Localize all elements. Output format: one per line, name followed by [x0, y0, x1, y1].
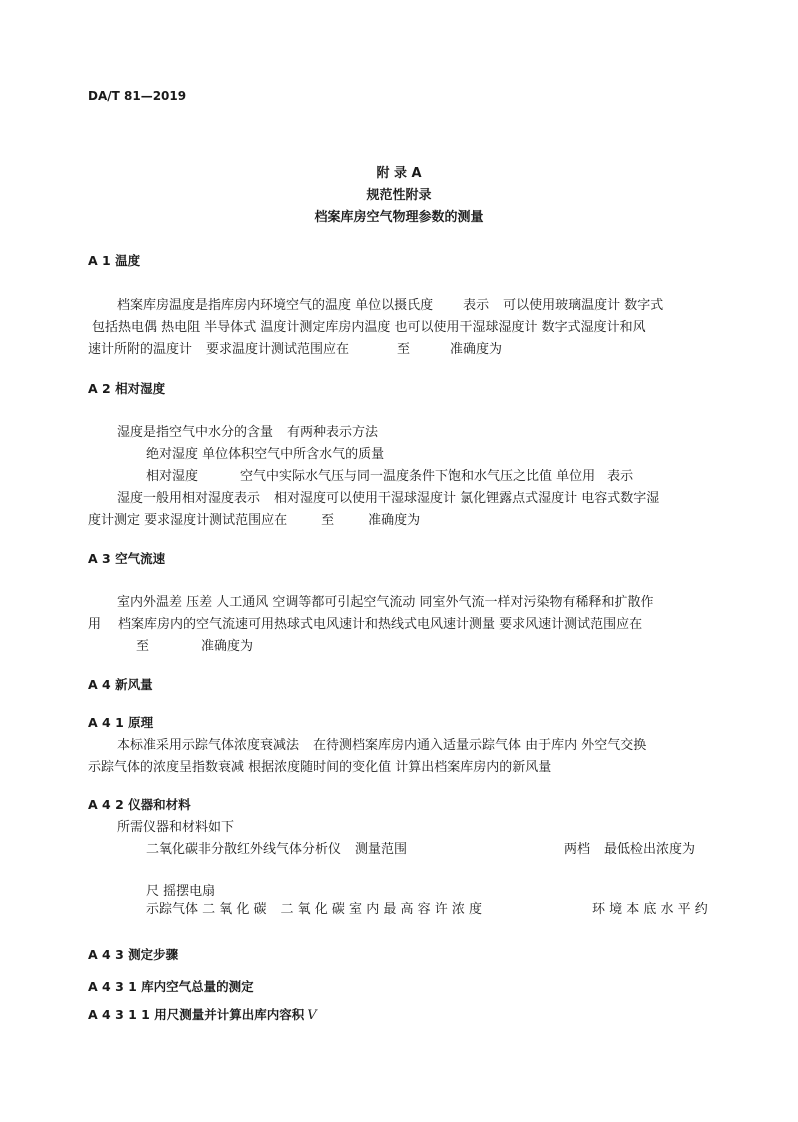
a2-text-4a: 湿度一般用相对湿度表示 [117, 491, 261, 506]
a1-line-3 [88, 338, 502, 357]
a41-text-1a: 本标准采用示踪气体浓度衰减法 [117, 738, 300, 753]
document-code: DA/T 81—2019 [88, 89, 187, 103]
a3-text-2b: 档案库房内的空气流速可用热球式电风速计和热线式电风速计测量 要求风速计测试范围应在 [118, 617, 643, 632]
appendix-title: 附 录 A [376, 166, 422, 181]
section-a41-heading: A 4 1 原理 [88, 715, 154, 730]
a2-text-3c: 表示 [607, 469, 634, 484]
a3-line-2 [88, 613, 642, 632]
section-a3-heading: A 3 空气流速 [88, 551, 166, 566]
a2-line-4 [117, 487, 659, 506]
a2-line-1 [117, 421, 378, 440]
section-a431-heading: A 4 3 1 库内空气总量的测定 [88, 979, 254, 994]
a42-line-1: 所需仪器和材料如下 [117, 820, 235, 835]
a1-text-1c: 可以使用玻璃温度计 数字式 [503, 298, 664, 313]
a2-text-4b: 相对湿度可以使用干湿球湿度计 氯化锂露点式湿度计 电容式数字湿 [274, 491, 660, 506]
a2-line-3 [146, 465, 633, 484]
a2-text-5c: 准确度为 [368, 513, 421, 528]
a1-text-3c: 至 [397, 342, 411, 357]
a1-text-1b: 表示 [463, 298, 490, 313]
a42-text-2b: 测量范围 [355, 842, 408, 857]
appendix-type: 规范性附录 [366, 188, 432, 203]
a41-line-2: 示踪气体的浓度呈指数衰减 根据浓度随时间的变化值 计算出档案库房内的新风量 [88, 760, 552, 775]
section-a4-heading: A 4 新风量 [88, 677, 153, 692]
a4311-variable: V [307, 1008, 317, 1023]
section-a42-heading: A 4 2 仪器和材料 [88, 797, 191, 812]
a4311-line [88, 1005, 317, 1023]
section-a2-heading: A 2 相对湿度 [88, 381, 166, 396]
a42-text-2a: 二氧化碳非分散红外线气体分析仪 [146, 842, 342, 857]
a42-line-2 [146, 838, 708, 857]
a3-text-2a: 用 [88, 617, 102, 632]
a3-line-3 [136, 635, 253, 654]
a42-line-3: 尺 摇摆电扇 [146, 884, 216, 899]
a2-text-5a: 度计测定 要求湿度计测试范围应在 [88, 513, 288, 528]
a2-line-5 [88, 509, 420, 528]
a2-text-3b: 空气中实际水气压与同一温度条件下饱和水气压之比值 单位用 [240, 469, 596, 484]
a2-text-5b: 至 [321, 513, 335, 528]
a1-line-1 [117, 294, 663, 313]
a4311-number: A 4 3 1 1 用尺测量并计算出库内容积 [88, 1007, 305, 1022]
a1-text-3a: 速计所附的温度计 [88, 342, 193, 357]
a2-text-3a: 相对湿度 [146, 469, 199, 484]
a3-text-3b: 准确度为 [201, 639, 254, 654]
a41-line-1 [117, 734, 646, 753]
a42-text-4b: 二 氧 化 碳 室 内 最 高 容 许 浓 度 [280, 902, 482, 917]
a2-text-1b: 有两种表示方法 [287, 425, 379, 440]
a42-text-4a: 示踪气体 二 氧 化 碳 [146, 902, 267, 917]
section-a43-heading: A 4 3 测定步骤 [88, 947, 179, 962]
a41-text-1b: 在待测档案库房内通入适量示踪气体 由于库内 外空气交换 [313, 738, 647, 753]
a2-text-1a: 湿度是指空气中水分的含量 [117, 425, 274, 440]
a1-text-3d: 准确度为 [450, 342, 503, 357]
a1-text-3b: 要求温度计测试范围应在 [206, 342, 350, 357]
appendix-subject: 档案库房空气物理参数的测量 [314, 210, 484, 225]
a42-text-4c: 环 境 本 底 水 平 约 [592, 902, 708, 917]
a42-text-2d: 最低检出浓度为 [604, 842, 696, 857]
a3-line-1: 室内外温差 压差 人工通风 空调等都可引起空气流动 同室外气流一样对污染物有稀释和扩散作 [117, 595, 654, 610]
a2-line-2: 绝对湿度 单位体积空气中所含水气的质量 [146, 447, 385, 462]
a1-text-1a: 档案库房温度是指库房内环境空气的温度 单位以摄氏度 [117, 298, 434, 313]
section-a1-heading: A 1 温度 [88, 253, 141, 268]
a3-text-3a: 至 [136, 639, 150, 654]
a42-text-2c: 两档 [564, 842, 591, 857]
a42-line-4 [146, 898, 708, 917]
a1-line-2: 包括热电偶 热电阻 半导体式 温度计测定库房内温度 也可以使用干湿球湿度计 数字式湿度计和风 [92, 320, 646, 335]
